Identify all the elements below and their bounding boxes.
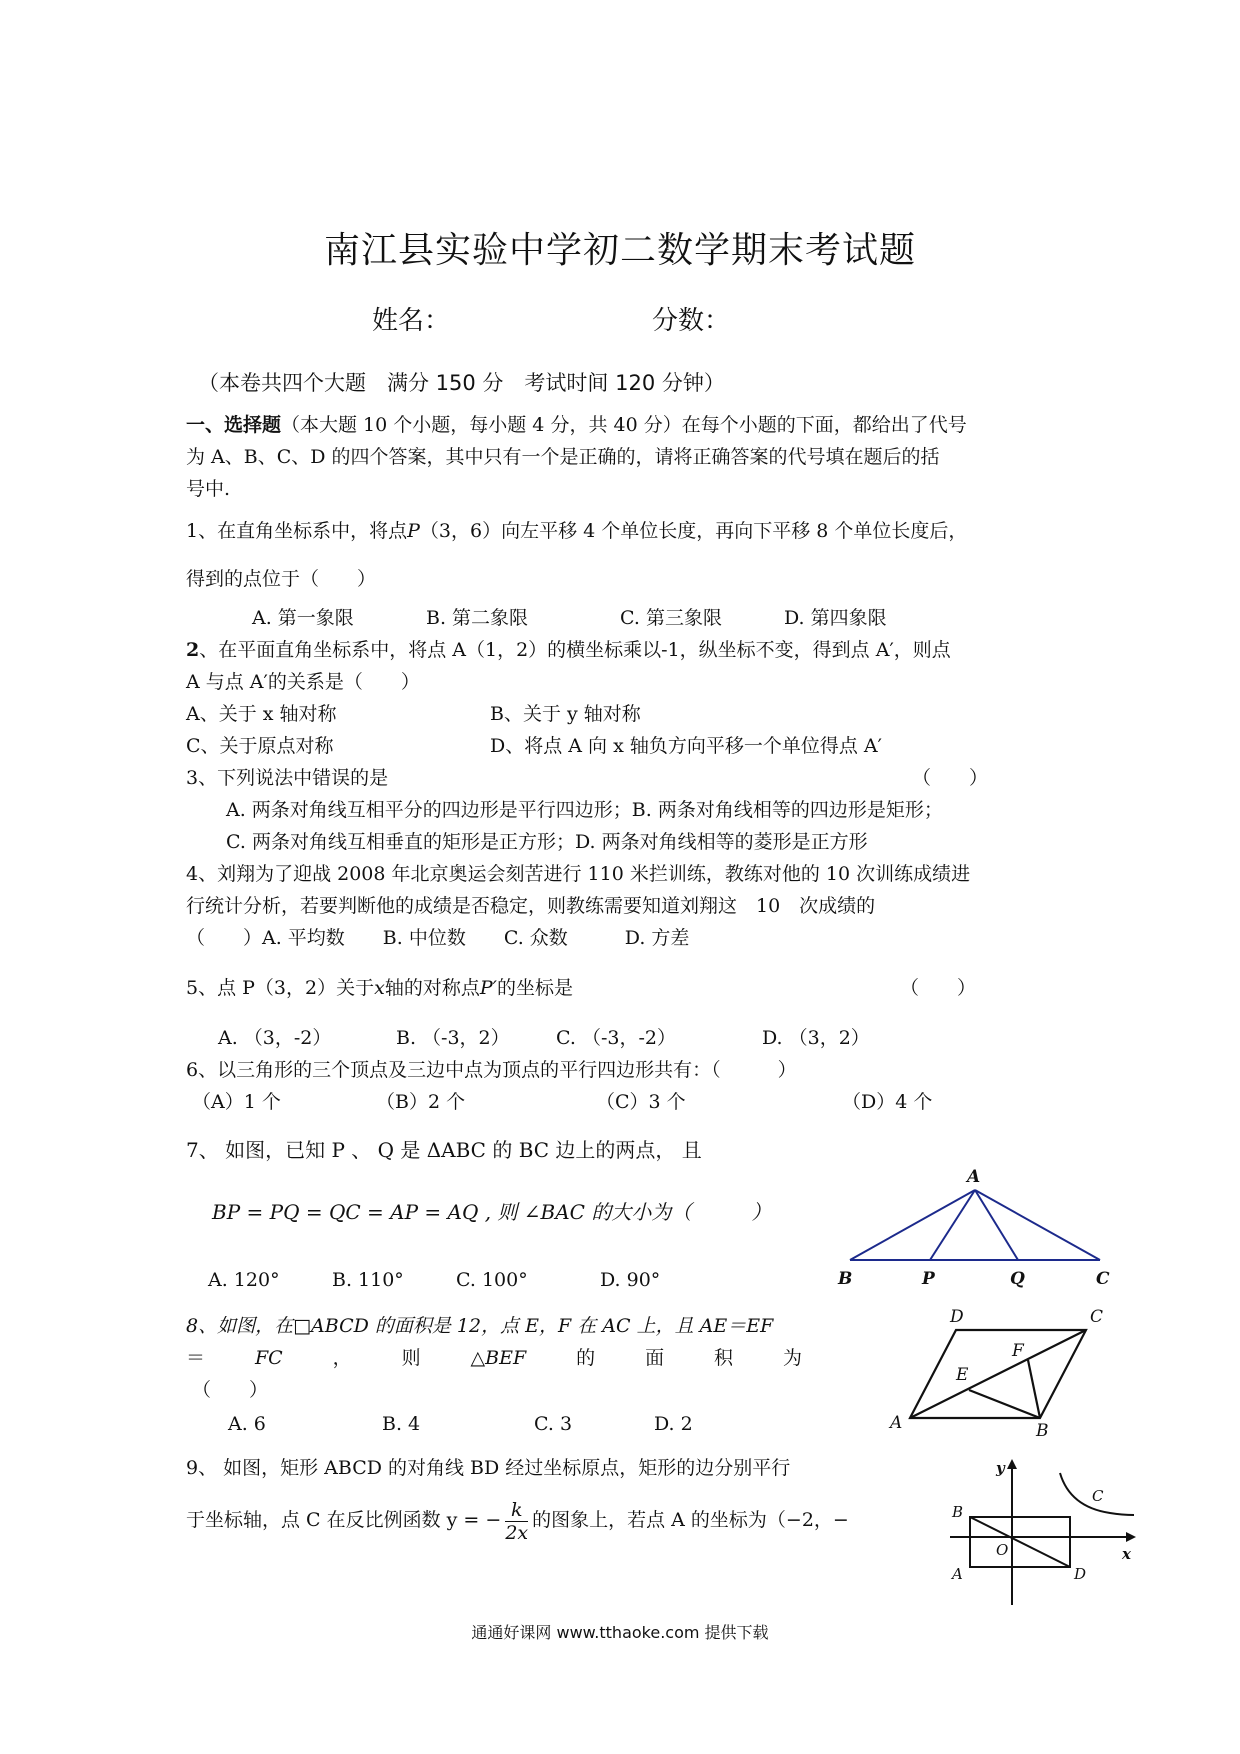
q8-option-c: C. 3 (534, 1413, 573, 1435)
segment-bf (1028, 1360, 1040, 1418)
q1-option-c: C. 第三象限 (620, 607, 722, 629)
name-label: 姓名： (372, 306, 451, 336)
label-e: E (956, 1365, 969, 1385)
q7-option-a: A. 120° (208, 1269, 280, 1291)
label-a: A (967, 1167, 981, 1187)
label-c: C (1090, 1307, 1104, 1327)
q8-option-a: A. 6 (228, 1413, 266, 1435)
q1-option-d: D. 第四象限 (784, 607, 887, 629)
q9-fraction: $\frac{k}{2x}$ (505, 1498, 529, 1544)
segment-ab (850, 1190, 975, 1260)
q3-answer-bracket: （ ） (912, 767, 989, 789)
label-b: B (838, 1269, 853, 1289)
segment-ac (975, 1190, 1100, 1260)
q6-option-a: （A）1 个 (192, 1091, 281, 1113)
section1-intro-line2: 为 A、B、C、D 的四个答案，其中只有一个是正确的，请将正确答案的代号填在题后的括 (186, 446, 940, 468)
q8-parallelogram-figure (880, 1300, 1130, 1440)
section1-heading: 一、选择题 (186, 414, 282, 436)
x-axis-arrow (1126, 1532, 1136, 1542)
label-f: F (1012, 1341, 1024, 1361)
label-a: A (890, 1413, 903, 1433)
diagonal-bd (970, 1517, 1070, 1567)
q4-stem-line1: 4、刘翔为了迎战 2008 年北京奥运会刻苦进行 110 米拦训练，教练对他的 10 次训练成绩进 (186, 863, 971, 885)
q5-option-a: A. （3，-2） (218, 1027, 332, 1049)
q5-answer-bracket: （ ） (900, 977, 977, 999)
section1-intro-line1: 一、选择题（本大题 10 个小题，每小题 4 分，共 40 分）在每个小题的下面，都给出了代号 (186, 414, 967, 436)
q5-option-b: B. （-3，2） (396, 1027, 510, 1049)
q1-stem-line2: 得到的点位于（ ） (186, 568, 377, 590)
q8-answer-bracket: （ ） (192, 1379, 269, 1401)
label-x: x (1122, 1545, 1131, 1563)
label-y: y (996, 1459, 1005, 1477)
q7-triangle-figure (830, 1160, 1120, 1290)
label-d: D (950, 1307, 964, 1327)
label-a: A (952, 1565, 963, 1583)
q2-option-b: B、关于 y 轴对称 (490, 703, 641, 725)
q7-stem-line1: 7、 如图，已知 P 、 Q 是 ΔABC 的 BC 边上的两点， 且 (186, 1138, 702, 1162)
q3-options-line1: A. 两条对角线互相平分的四边形是平行四边形；B. 两条对角线相等的四边形是矩形； (226, 799, 943, 821)
q2-stem-line2: A 与点 A′的关系是（ ） (186, 671, 420, 693)
segment-be (969, 1390, 1040, 1418)
q3-options-line2: C. 两条对角线互相垂直的矩形是正方形；D. 两条对角线相等的菱形是正方形 (226, 831, 868, 853)
segment-aq (975, 1190, 1018, 1260)
q6-stem: 6、以三角形的三个顶点及三边中点为顶点的平行四边形共有：（ ） (186, 1059, 797, 1081)
exam-info: （本卷共四个大题 满分 150 分 考试时间 120 分钟） (198, 371, 725, 395)
q4-stem-line3: （ ）A. 平均数 B. 中位数 C. 众数 D. 方差 (186, 927, 690, 949)
q7-option-d: D. 90° (600, 1269, 661, 1291)
q2-option-c: C、关于原点对称 (186, 735, 334, 757)
q7-option-c: C. 100° (456, 1269, 528, 1291)
label-c: C (1096, 1269, 1110, 1289)
score-label: 分数： (652, 306, 731, 336)
label-b: B (952, 1503, 964, 1521)
q5-option-d: D. （3，2） (762, 1027, 870, 1049)
q6-option-b: （B）2 个 (376, 1091, 466, 1113)
label-q: Q (1010, 1269, 1025, 1289)
q9-stem-line1: 9、 如图，矩形 ABCD 的对角线 BD 经过坐标原点，矩形的边分别平行 (186, 1457, 791, 1479)
q5-option-c: C. （-3，-2） (556, 1027, 676, 1049)
q5-stem: 5、点 P（3，2）关于x轴的对称点P′的坐标是 (186, 977, 573, 999)
q8-option-d: D. 2 (654, 1413, 693, 1435)
diagonal-ac (910, 1330, 1086, 1418)
q8-stem-line2: ＝ FC ， 则 △BEF 的 面 积 为 (186, 1347, 802, 1369)
q7-stem-line2: BP = PQ = QC = AP = AQ , 则 ∠BAC 的大小为（ ） (212, 1200, 772, 1224)
q6-option-c: （C）3 个 (596, 1091, 686, 1113)
q1-option-a: A. 第一象限 (252, 607, 354, 629)
label-d: D (1074, 1565, 1087, 1583)
page-title: 南江县实验中学初二数学期末考试题 (323, 230, 916, 271)
q8-stem-line1: 8、如图，在□ABCD 的面积是 12，点 E，F 在 AC 上，且 AE＝EF (186, 1315, 774, 1337)
q9-coordinate-figure (940, 1455, 1140, 1610)
label-b: B (1036, 1421, 1049, 1440)
q6-option-d: （D）4 个 (842, 1091, 933, 1113)
q3-stem: 3、下列说法中错误的是 (186, 767, 389, 789)
q9-stem-line2: 于坐标轴，点 C 在反比例函数 y = − $\frac{k}{2x}$ 的图象上，若点 A 的坐标为（−2，− (186, 1498, 849, 1544)
q1-stem-line1: 1、在直角坐标系中，将点P（3，6）向左平移 4 个单位长度，再向下平移 8 个单位长度后， (186, 520, 968, 542)
y-axis-arrow (1007, 1459, 1017, 1469)
page-footer: 通通好课网 www.tthaoke.com 提供下载 (471, 1623, 769, 1642)
q7-option-b: B. 110° (332, 1269, 404, 1291)
q8-option-b: B. 4 (382, 1413, 421, 1435)
q4-stem-line2: 行统计分析，若要判断他的成绩是否稳定，则教练需要知道刘翔这 10 次成绩的 (186, 895, 876, 917)
q2-option-a: A、关于 x 轴对称 (186, 703, 337, 725)
label-o: O (996, 1541, 1009, 1559)
section1-intro-line3: 号中. (186, 478, 231, 500)
label-p: P (922, 1269, 935, 1289)
label-c: C (1092, 1487, 1104, 1505)
q2-option-d: D、将点 A 向 x 轴负方向平移一个单位得点 A′ (490, 735, 882, 757)
q2-stem-line1: 2、在平面直角坐标系中，将点 A（1，2）的横坐标乘以-1，纵坐标不变，得到点 A′，则点 (186, 639, 951, 661)
segment-ap (930, 1190, 975, 1260)
q1-option-b: B. 第二象限 (426, 607, 529, 629)
